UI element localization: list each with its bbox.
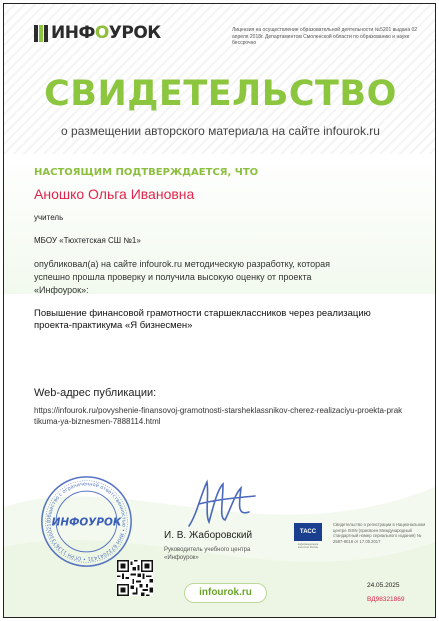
document-code: ВД98321869: [367, 596, 405, 603]
person-role: учитель: [34, 213, 64, 222]
tass-label: ТАСС: [294, 523, 322, 541]
signature: [179, 474, 259, 534]
statement-text: опубликовал(а) на сайте infourok.ru методическую разработку, которая успешно прошла проверку и получила высокую оценку от проекта «Инфоурок»:: [34, 259, 331, 295]
issue-date: 24.05.2025: [367, 582, 400, 589]
tass-logo: [294, 523, 322, 557]
qr-code[interactable]: [117, 560, 153, 596]
certificate: [3, 3, 436, 618]
work-title: Повышение финансовой грамотности старшеклассников через реализацию проекта-практикума «Я бизнесмен»: [34, 308, 371, 331]
svg-text:Общество с ограниченной ответс: Общество с ограниченной ответственностью • ИНН 6732041431 • ОГРН 113673300210: [46, 481, 127, 562]
infourok-logo: [34, 23, 161, 43]
confirm-heading: НАСТОЯЩИМ ПОДТВЕРЖДАЕТСЯ, ЧТО: [34, 167, 259, 178]
license-text: Лицензия на осуществление образовательной деятельности №5201 выдана 02 апреля 2018г. Департаментом Смоленской области по образованию и науке бессрочно: [232, 27, 418, 46]
publication-url[interactable]: https://infourok.ru/povyshenie-finansovoj-gramotnosti-starsheklassnikov-cherez-realizaciyu-proekta-praktikuma-ya-biznesmen-7888114.html: [34, 406, 403, 426]
site-link-button[interactable]: infourok.ru: [184, 583, 267, 603]
tass-note: информационное агентство России: [297, 543, 319, 549]
logo-text: ИНФОУРОК: [51, 23, 161, 43]
person-name: Аношко Ольга Ивановна: [34, 186, 195, 202]
signer-name: И. В. Жаборовский: [164, 530, 253, 541]
svg-text:ИНФОУРОК: ИНФОУРОК: [51, 516, 122, 529]
registry-text: Свидетельство о регистрации в Национальном центре ISSN (присвоен Международный стандартный номер сериального издания) № 2587-8018 от 17.05.2017: [333, 522, 426, 544]
certificate-subtitle: о размещении авторского материала на сайте infourok.ru: [61, 124, 380, 138]
person-organization: МБОУ «Тюхтетская СШ №1»: [34, 236, 141, 245]
stamp-seal: [39, 474, 134, 569]
certificate-title: СВИДЕТЕЛЬСТВО: [44, 74, 397, 114]
signer-role: Руководитель учебного центра «Инфоурок»: [164, 547, 251, 561]
web-address-label: Web-адрес публикации:: [34, 387, 157, 399]
logo-mark-icon: [34, 25, 48, 42]
